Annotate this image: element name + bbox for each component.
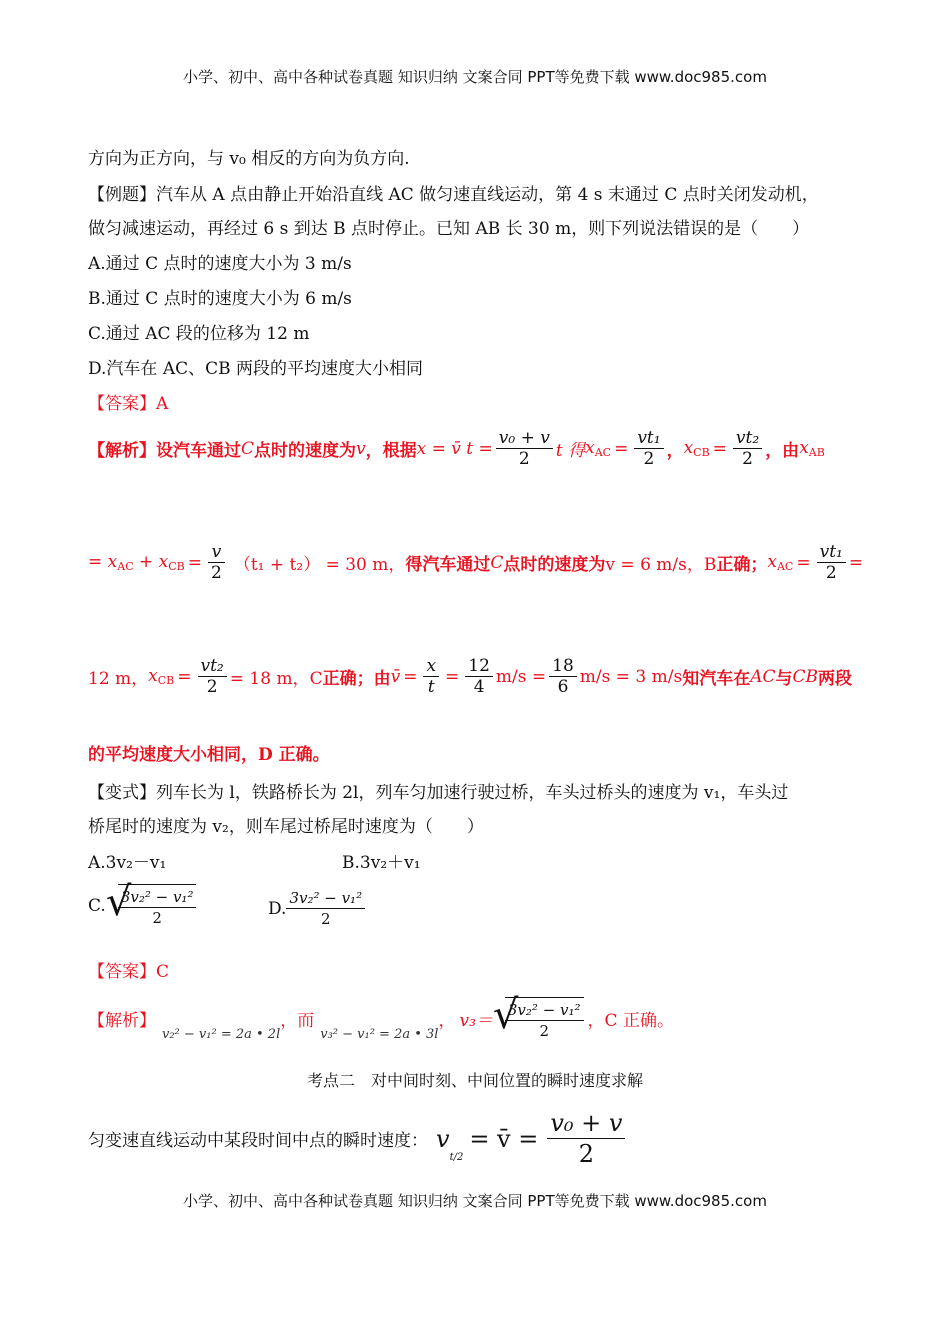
- example-answer: 【答案】A: [88, 394, 169, 414]
- text: 点时的速度为: [254, 441, 357, 461]
- equals: = v̄ =: [469, 1124, 539, 1153]
- sub: CB: [693, 446, 710, 459]
- label: D.: [268, 898, 287, 919]
- subscript: t/2: [449, 1152, 464, 1163]
- numerator: vt₂: [733, 428, 762, 449]
- text: 正确；: [716, 555, 768, 575]
- variant-option-c: [88, 879, 196, 928]
- denominator: 2: [643, 449, 655, 469]
- numerator: v: [208, 542, 225, 563]
- x: x: [767, 552, 777, 572]
- sqrt: [105, 879, 197, 928]
- variant-option-a: A.3v₂－v₁: [88, 853, 167, 873]
- label: 匀变速直线运动中某段时间中点的瞬时速度：: [88, 1131, 428, 1151]
- text: m/s = 3 m/s: [579, 666, 683, 687]
- analysis-1-line-1: [88, 428, 825, 469]
- numerator: x: [423, 656, 439, 677]
- text: 正确；由: [322, 669, 391, 689]
- fraction-vt2-over-2: [198, 656, 227, 697]
- text: = 18 m，C: [229, 669, 323, 689]
- fraction-v-over-2: [208, 542, 225, 583]
- text: =: [848, 552, 864, 573]
- fraction-18-over-6: [549, 656, 577, 697]
- text: t 得: [555, 441, 586, 461]
- denominator: 2: [578, 1140, 595, 1168]
- sub: CB: [168, 560, 185, 573]
- text: ，而: [280, 1011, 315, 1031]
- numerator: 3v₂² − v₁²: [118, 887, 197, 908]
- equation-2: v₃² − v₁² = 2a • 3l: [320, 1027, 439, 1042]
- analysis-1-line-4: 的平均速度大小相同，D 正确。: [88, 745, 330, 765]
- denominator: 2: [518, 449, 530, 469]
- analysis-1-line-3: [88, 656, 852, 697]
- sub: CB: [157, 674, 175, 687]
- sub: AC: [117, 560, 134, 573]
- equation: x = v̄ t =: [416, 438, 493, 459]
- text: v = 6 m/s，B: [605, 555, 717, 575]
- xcb: [148, 666, 174, 687]
- text: ，: [438, 1011, 456, 1031]
- denominator: 4: [473, 677, 485, 697]
- analysis-label: 【解析】: [88, 441, 156, 461]
- variant-line-1: 【变式】列车长为 l，铁路桥长为 2l，列车匀加速行驶过桥，车头过桥头的速度为 v₁，车头过: [88, 783, 789, 803]
- text: + x: [133, 552, 169, 572]
- example-line-2: 做匀减速运动，再经过 6 s 到达 B 点时停止。已知 AB 长 30 m，则下列说法错误的是（ ）: [88, 219, 810, 239]
- denominator: 2: [152, 909, 162, 927]
- x: x: [683, 438, 694, 458]
- text: ，C 正确。: [587, 1011, 674, 1031]
- text: C: [490, 552, 504, 573]
- sub: AC: [776, 560, 794, 573]
- text: ，根据: [365, 441, 417, 461]
- numerator: 3v₂² − v₁²: [505, 1000, 584, 1021]
- denominator: 2: [320, 910, 331, 928]
- variant-answer: 【答案】C: [88, 962, 170, 982]
- numerator: v₀ + v: [547, 1108, 625, 1139]
- page-header: 小学、初中、高中各种试卷真题 知识归纳 文案合同 PPT等免费下载 www.doc985.com: [183, 68, 767, 86]
- fraction-vt1-over-2: [817, 542, 846, 583]
- text: 点时的速度为: [503, 555, 606, 575]
- text: v: [356, 438, 366, 459]
- numerator: vt₁: [634, 428, 663, 449]
- xac: [585, 438, 611, 459]
- sub: AC: [594, 446, 612, 459]
- numerator: 12: [465, 656, 493, 677]
- option-b: B.通过 C 点时的速度大小为 6 m/s: [88, 289, 352, 309]
- text: m/s =: [495, 666, 547, 687]
- xcb: [684, 438, 710, 459]
- midtime-formula: [88, 1108, 628, 1169]
- v-bar: v̄: [390, 666, 401, 687]
- equals: =: [403, 666, 418, 687]
- text: = x: [88, 552, 118, 572]
- xab: [799, 438, 825, 459]
- fraction: [547, 1108, 625, 1169]
- fraction-vt2-over-2: [733, 428, 762, 469]
- denominator: 2: [539, 1021, 549, 1040]
- denominator: 2: [211, 563, 222, 583]
- text: AC: [750, 666, 776, 687]
- equation-1: v₂² − v₁² = 2a • 2l: [162, 1027, 281, 1042]
- equals: =: [614, 438, 629, 459]
- numerator: 3v₂² − v₁²: [286, 888, 365, 909]
- numerator: v₀ + v: [496, 428, 553, 449]
- fraction-x-over-t: [423, 656, 439, 697]
- analysis-2: [88, 991, 674, 1042]
- denominator: 2: [206, 677, 218, 697]
- sub: AB: [808, 446, 825, 459]
- x: x: [585, 438, 595, 458]
- text: ，: [666, 441, 684, 461]
- xac: [767, 552, 793, 573]
- radical-sign: √: [492, 991, 519, 1038]
- variant-option-d: [268, 888, 365, 929]
- analysis-1-line-2: [88, 542, 863, 583]
- denominator: 2: [825, 563, 837, 583]
- v: v: [436, 1124, 450, 1153]
- x: x: [799, 438, 809, 458]
- variant-option-b: B.3v₂＋v₁: [342, 853, 421, 873]
- variant-line-2: 桥尾时的速度为 v₂，则车尾过桥尾时速度为（ ）: [88, 817, 484, 837]
- option-c: C.通过 AC 段的位移为 12 m: [88, 324, 310, 344]
- fraction-v0-v-over-2: [496, 428, 553, 469]
- page-footer: 小学、初中、高中各种试卷真题 知识归纳 文案合同 PPT等免费下载 www.doc985.com: [183, 1192, 767, 1210]
- xac-plus-xcb: [88, 552, 185, 573]
- example-line-1: 【例题】汽车从 A 点由静止开始沿直线 AC 做匀速直线运动，第 4 s 末通过 C 点时关闭发动机，: [88, 185, 819, 205]
- section-title: 考点二 对中间时刻、中间位置的瞬时速度求解: [306, 1071, 643, 1090]
- numerator: vt₂: [198, 656, 227, 677]
- equals: =: [796, 552, 811, 573]
- text: C: [241, 438, 255, 459]
- denominator: t: [427, 677, 435, 697]
- sqrt: [492, 991, 584, 1041]
- text: 与: [775, 669, 793, 689]
- equals: =: [712, 438, 727, 459]
- text: 设汽车通过: [156, 441, 241, 461]
- text: ，由: [765, 441, 800, 461]
- fraction: [286, 888, 365, 929]
- numerator: vt₁: [817, 542, 846, 563]
- radical-sign: √: [105, 879, 132, 925]
- denominator: 2: [742, 449, 753, 469]
- option-a: A.通过 C 点时的速度大小为 3 m/s: [88, 254, 352, 274]
- text: 知汽车在: [682, 669, 751, 689]
- denominator: 6: [557, 677, 569, 697]
- numerator: 18: [549, 656, 577, 677]
- analysis-label: 【解析】: [88, 1011, 156, 1031]
- intro-line: 方向为正方向，与 v₀ 相反的方向为负方向.: [88, 149, 410, 169]
- text: （t₁ + t₂） = 30 m，: [233, 555, 406, 575]
- equals: =: [445, 666, 460, 687]
- x: x: [148, 666, 158, 686]
- option-d: D.汽车在 AC、CB 两段的平均速度大小相同: [88, 359, 424, 379]
- text: 12 m，: [88, 669, 149, 689]
- fraction-12-over-4: [465, 656, 493, 697]
- text: 两段: [818, 669, 853, 689]
- equals: =: [177, 666, 192, 687]
- v3: v₃＝: [459, 1011, 493, 1031]
- label: C.: [88, 896, 106, 916]
- equals: =: [187, 552, 203, 573]
- fraction-vt1-over-2: [634, 428, 663, 469]
- text: CB: [792, 666, 819, 687]
- text: 得汽车通过: [405, 555, 491, 575]
